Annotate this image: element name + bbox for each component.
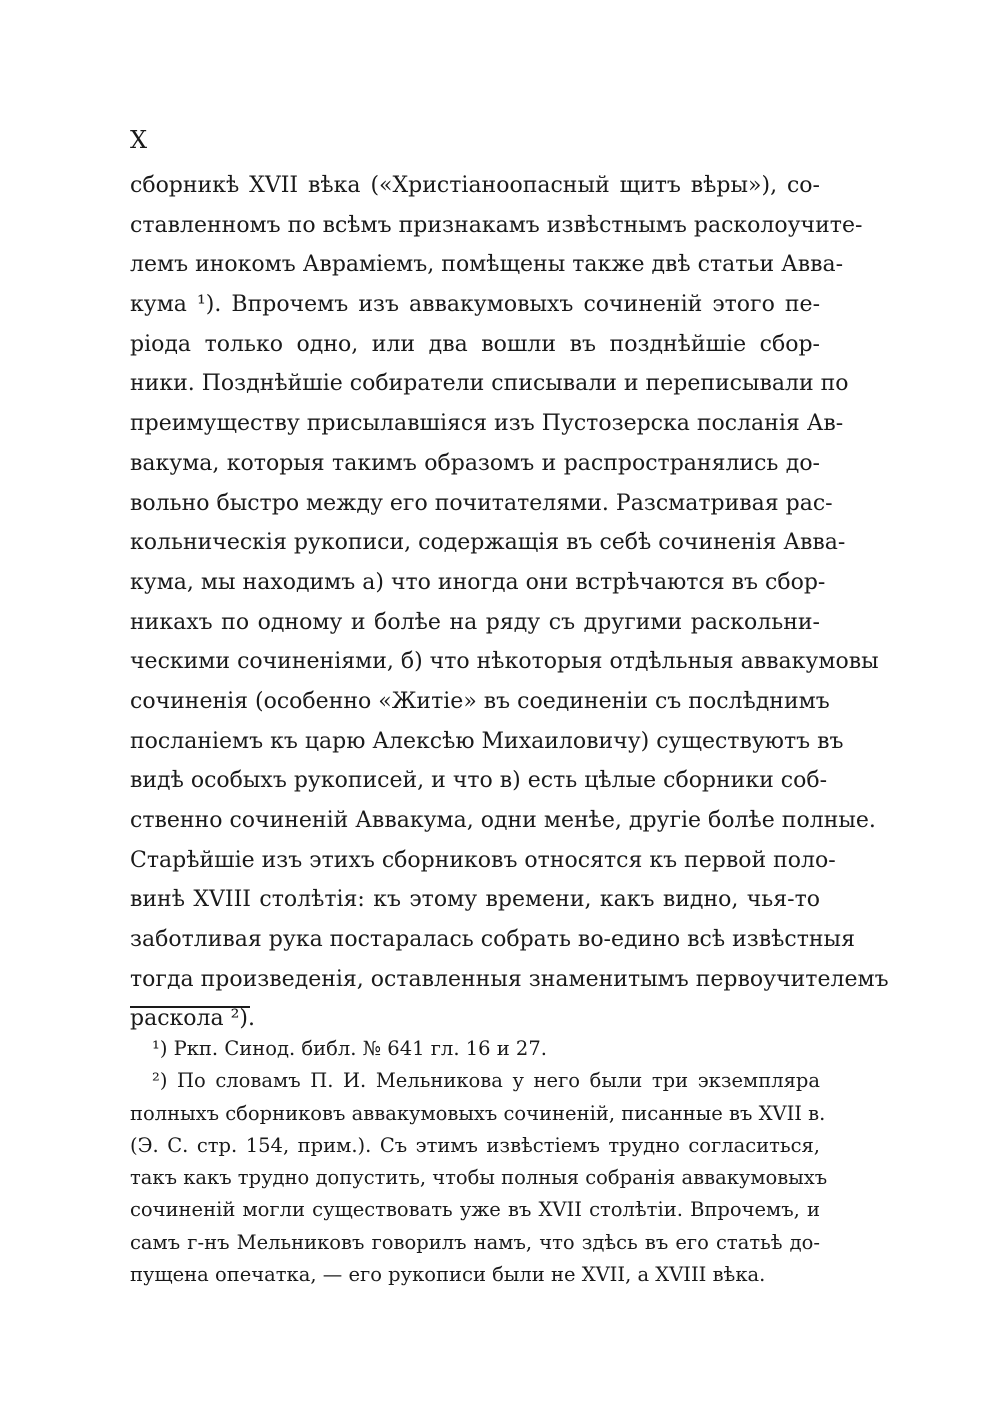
body-line: видѣ особыхъ рукописей, и что в) есть цѣлые сборники соб- [130, 768, 827, 794]
body-line: сборникѣ XVII вѣка («Христіаноопасный щитъ вѣры»), со- [130, 173, 820, 198]
body-line: кума, мы находимъ а) что иногда они встрѣчаются въ сбор- [130, 569, 826, 595]
body-line: ственно сочиненій Аввакума, одни менѣе, другіе болѣе полные. [130, 808, 876, 833]
body-line: ники. Позднѣйшіе собиратели списывали и переписывали по [130, 371, 849, 397]
body-line: заботливая рука постаралась собрать во-едино всѣ извѣстныя [130, 927, 855, 953]
body-line: тогда произведенія, оставленныя знаменитымъ первоучителемъ [130, 966, 889, 992]
footnote-divider [130, 1006, 250, 1008]
footnote-line: сочиненій могли существовать уже въ XVII столѣтіи. Впрочемъ, и [130, 1198, 820, 1222]
body-line: кольническія рукописи, содержащія въ себѣ сочиненія Авва- [130, 530, 846, 556]
body-line: посланіемъ къ царю Алексѣю Михаиловичу) существуютъ въ [130, 728, 844, 754]
footnote-line: полныхъ сборниковъ аввакумовыхъ сочиненій, писанные въ XVII в. [130, 1101, 826, 1125]
footnote-line: такъ какъ трудно допустить, чтобы полныя собранія аввакумовыхъ [130, 1166, 828, 1190]
footnote-line: ¹) Ркп. Синод. библ. № 641 гл. 16 и 27. [152, 1037, 547, 1060]
body-line: вакума, которыя такимъ образомъ и распространялись до- [130, 450, 820, 476]
body-line: винѣ XVIII столѣтія: къ этому времени, какъ видно, чья-то [130, 887, 820, 913]
body-line: лемъ инокомъ Авраміемъ, помѣщены также двѣ статьи Авва- [130, 252, 844, 278]
footnote-line: (Э. С. стр. 154, прим.). Съ этимъ извѣстіемъ трудно согласиться, [130, 1133, 820, 1157]
body-line: ріода только одно, или два вошли въ позднѣйшіе сбор- [130, 331, 820, 357]
footnotes [130, 1033, 828, 1291]
footnote-line: пущена опечатка, — его рукописи были не XVII, а XVIII вѣка. [130, 1263, 766, 1287]
body-line: ставленномъ по всѣмъ признакамъ извѣстнымъ расколоучите- [130, 212, 863, 238]
footnote-line: ²) По словамъ П. И. Мельникова у него были три экземпляра [152, 1069, 820, 1093]
page-number: X [130, 126, 149, 154]
body-line: кума ¹). Впрочемъ изъ аввакумовыхъ сочиненій этого пе- [130, 292, 820, 318]
body-line: преимуществу присылавшіяся изъ Пустозерска посланія Ав- [130, 411, 844, 437]
body-line: раскола ²). [130, 1006, 255, 1032]
body-text [130, 166, 889, 1039]
body-line: ческими сочиненіями, б) что нѣкоторыя отдѣльныя аввакумовы [130, 649, 879, 675]
body-line: Старѣйшіе изъ этихъ сборниковъ относятся къ первой поло- [130, 847, 836, 873]
body-line: вольно быстро между его почитателями. Разсматривая рас- [130, 490, 833, 516]
body-line: никахъ по одному и болѣе на ряду съ другими раскольни- [130, 609, 820, 635]
body-line: сочиненія (особенно «Житіе» въ соединеніи съ послѣднимъ [130, 688, 830, 714]
footnote-line: самъ г-нъ Мельниковъ говорилъ намъ, что здѣсь въ его статьѣ до- [130, 1230, 820, 1254]
